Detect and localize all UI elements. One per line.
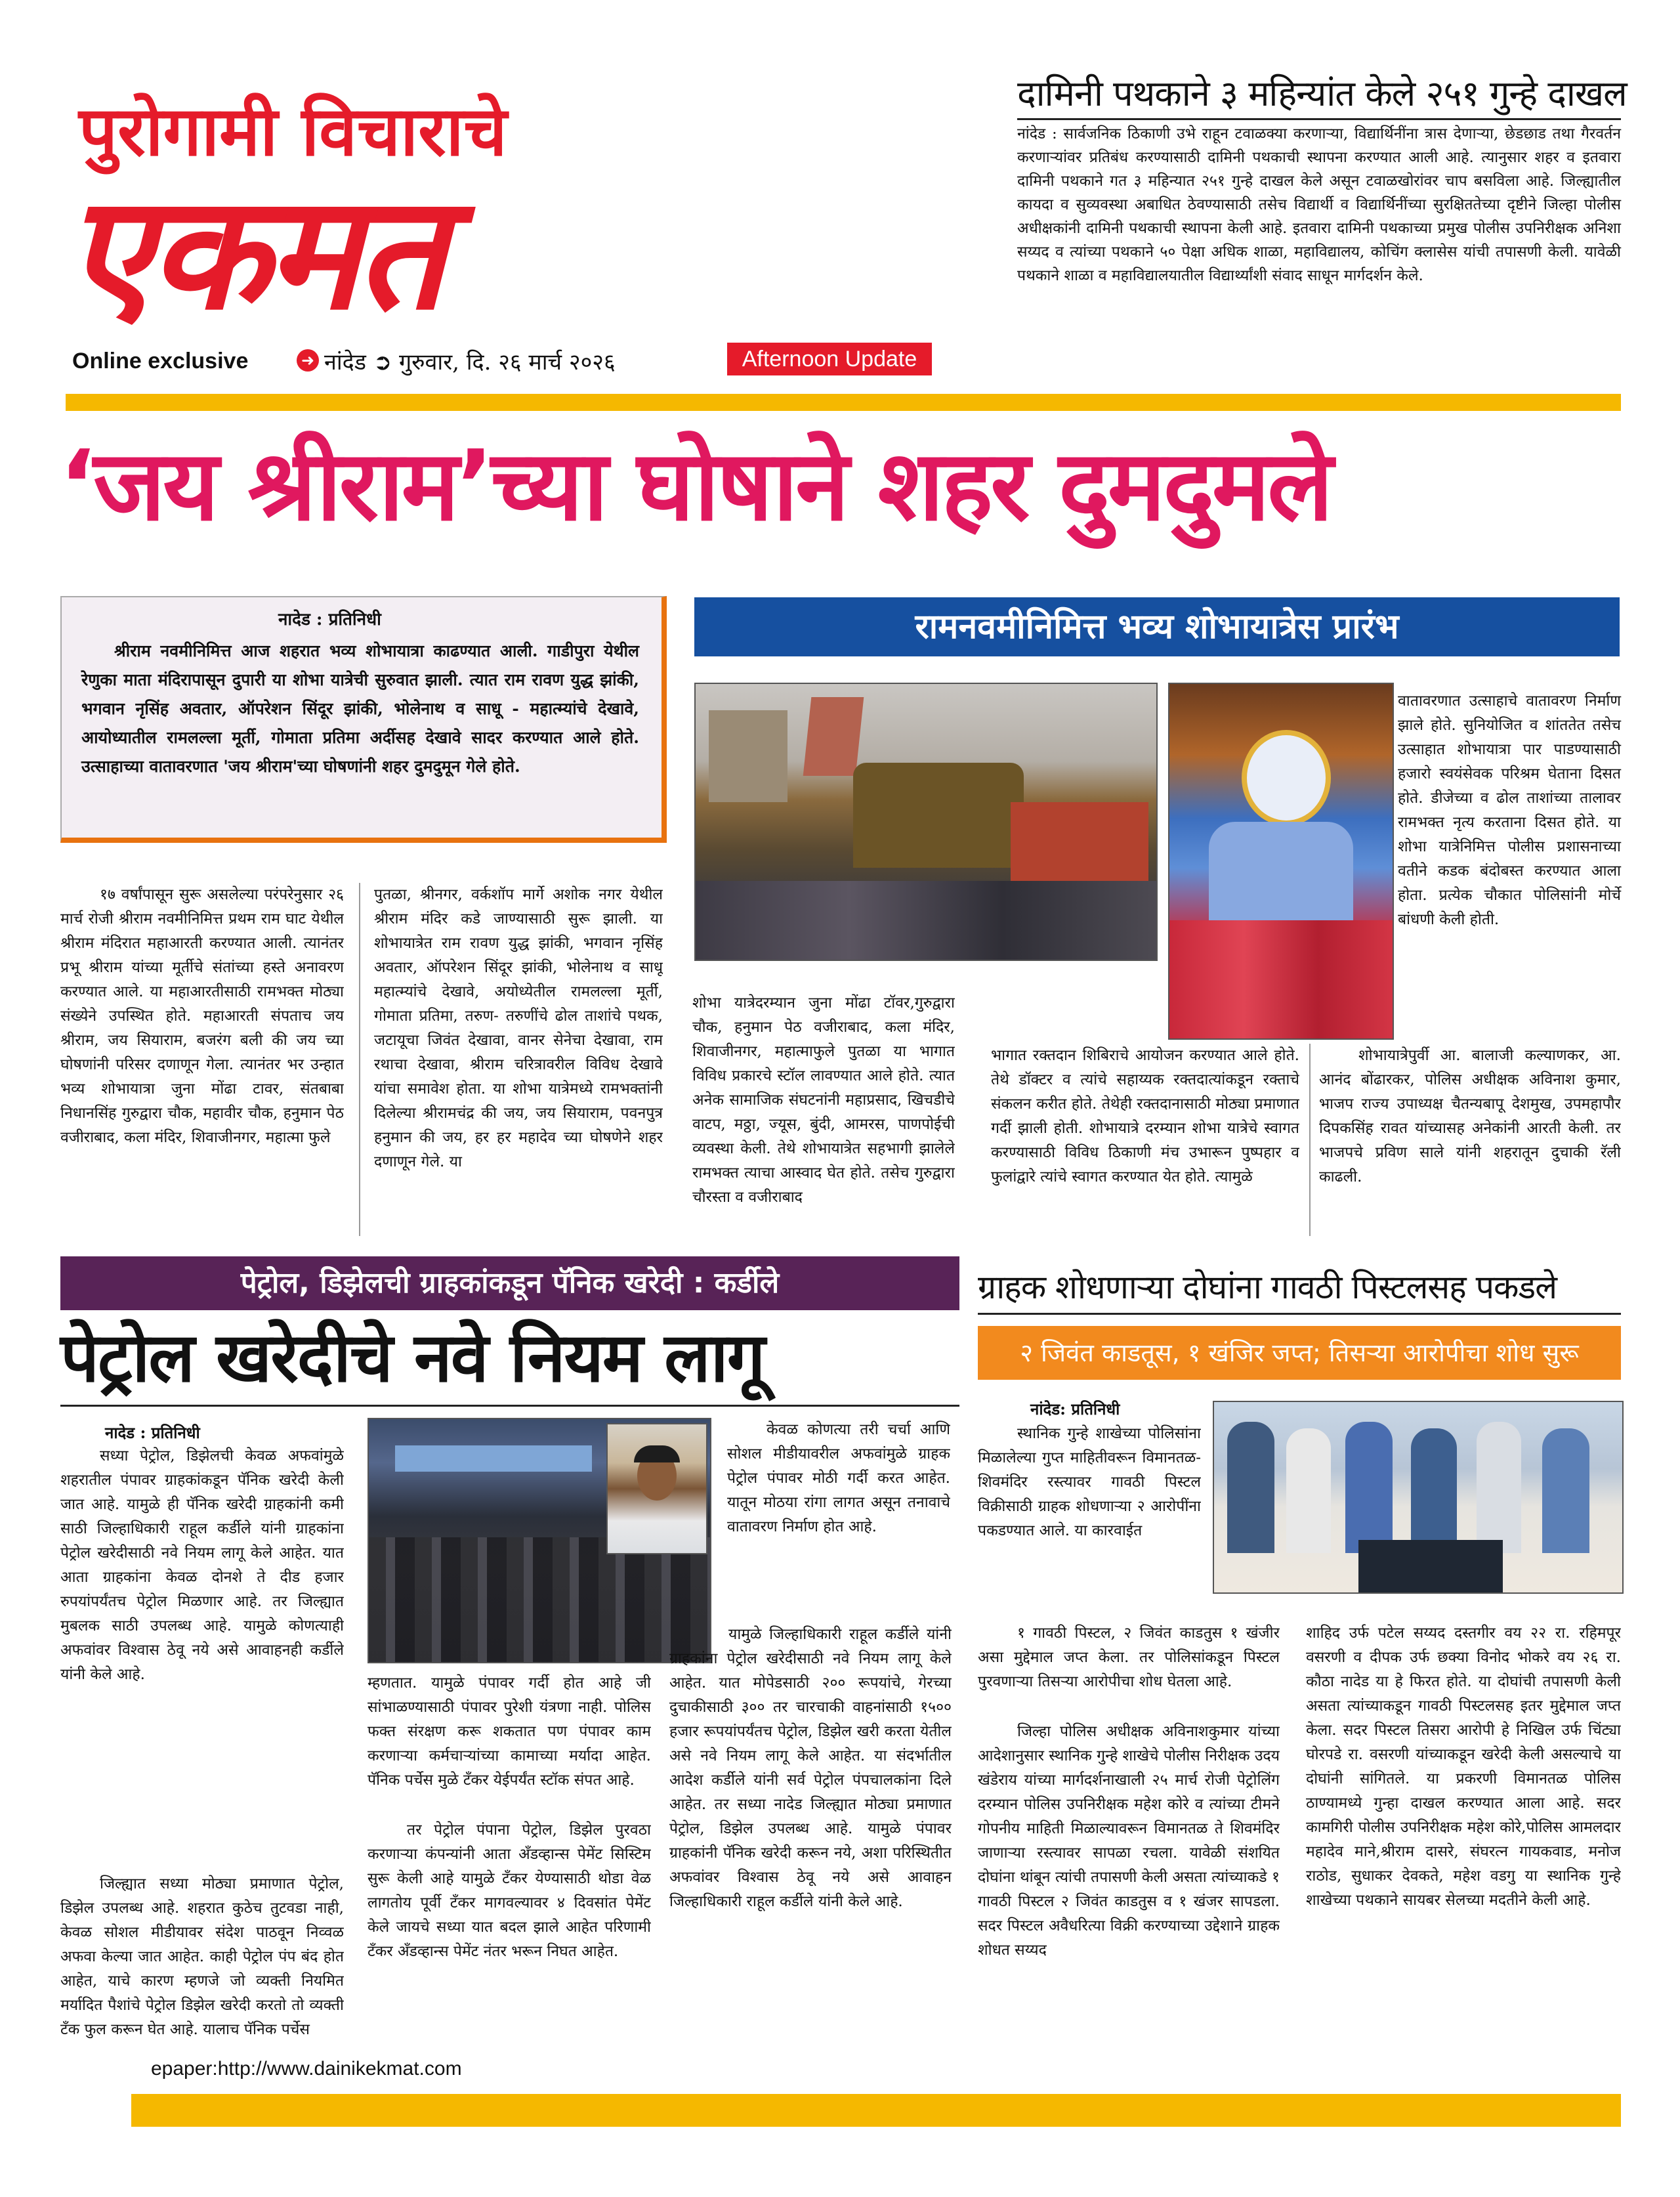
edition-badge: Afternoon Update [727,343,932,375]
lead-intro-text: श्रीराम नवमीनिमित्त आज शहरात भव्य शोभायात्रा काढण्यात आली. गाडीपुरा येथील रेणुका माता मंदिरापासून दुपारी या शोभा यात्रेची सुरुवात झाली. त्यात राम रावण युद्ध झांकी, भगवान नृसिंह अवतार, ऑपरेशन सिंदूर झांकी, भोलेनाथ व साधू - महात्म्यांचे देखावे, आयोध्यातील रामलल्ला मूर्ती, गोमाता प्रतिमा अर्दीसह देखावे सादर करण्यात आले होते. उत्साहाच्या वातावरणात 'जय श्रीराम'च्या घोषणांनी शहर दुमदुमून गेले होते. [81,641,639,776]
lead-headline: ‘जय श्रीराम’च्या घोषाने शहर दुमदुमले [59,429,1331,542]
petrol-kicker: पेट्रोल, डिझेलची ग्राहकांकडून पॅनिक खरेदी : कर्डीले [60,1256,959,1310]
ram-idol-photo [1168,683,1394,1040]
epaper-link[interactable]: epaper:http://www.dainikekmat.com [151,2058,462,2080]
pistol-headline: ग्राहक शोधणाऱ्या दोघांना गावठी पिस्टलसह पकडले [978,1268,1557,1306]
petrol-col-3b: यामुळे जिल्हाधिकारी राहूल कर्डीले यांनी ग्राहकांना पेट्रोल खरेदीसाठी नवे नियम लागू केले आहेत. यात मोपेडसाठी २०० रूपयांचे, गेरच्या दुचाकीसाठी ३०० तर चारचाकी वाहनांसाठी १५०० हजार रूपयांपर्यंतच पेट्रोल, डिझेल खरी करता येतील असे नवे नियम लागू केले आहेत. या संदर्भातील आदेश कर्डीले यांनी सर्व पेट्रोल पंपचालकांना दिले आहेत. तर सध्या नादेड जिल्ह्यात मोठ्या प्रमाणात पेट्रोल, डिझेल उपलब्ध आहे. यामुळे पंपावर ग्राहकांनी पॅनिक खरेदी करून नये, अशा परिस्थितीत अफवांवर विश्वास ठेवू नये असे आवाहन जिल्हाधिकारी राहूल कर्डीले यांनी केले आहे. [669,1626,952,1910]
lead-intro-dateline: नादेड : प्रतिनिधी [278,610,381,629]
dateline: नांदेड ➲ गुरुवार, दि. २६ मार्च २०२६ [324,349,616,375]
lead-col-4: भागात रक्तदान शिबिराचे आयोजन करण्यात आले होते. तेथे डॉक्टर व त्यांचे सहाय्यक रक्तदात्यांकडून रक्ताचे संकलन करीत होते. तेथेही रक्तदानासाठी मोठ्या प्रमाणात गर्दी झाली होती. शोभायात्रे दरम्यान शोभा यात्रेचे स्वागत करण्यासाठी विविध ठिकाणी मंच उभारून पुष्पहार व फुलांद्वारे त्यांचे स्वागत करण्यात येत होते. त्यामुळे [991,1047,1299,1185]
lead-col-2: पुतळा, श्रीनगर, वर्कशॉप मार्गे अशोक नगर येथील श्रीराम मंदिर कडे जाण्यासाठी सुरू झाली. या शोभायात्रेत राम रावण युद्ध झांकी, भगवान नृसिंह अवतार, ऑपरेशन सिंदूर झांकी, भोलेनाथ व साधू महात्म्यांचे देखावे, अयोध्येतील रामलल्ला मूर्ती, गोमाता प्रतिमा, तरुण- तरुणींचे ढोल ताशांचे पथक, जटायूचा जिवंत देखावा, वानर सेनेचा देखावा, राम रथाचा देखावा, श्रीराम चरित्रावरील विविध देखावे यांचा समावेश होता. या शोभा यात्रेमध्ये रामभक्तांनी दिलेल्या श्रीरामचंद्र की जय, जय सियाराम, पवनपुत्र हनुमान की जय, हर हर महादेव च्या घोषणेने शहर दणाणून गेले. या [374,886,663,1170]
lead-col-1: १७ वर्षांपासून सुरू असलेल्या परंपरेनुसार २६ मार्च रोजी श्रीराम नवमीनिमित्त प्रथम राम घाट येथील श्रीराम मंदिरात महाआरती करण्यात आली. त्यानंतर प्रभू श्रीराम यांच्या मूर्तीचे संतांच्या हस्ते अनावरण करण्यात आले. या महाआरतीसाठी रामभक्त मोठ्या संख्येने उपस्थित होते. महाआरती संपताच जय श्रीराम, जय सियाराम, बजरंग बली की जय च्या घोषणांनी परिसर दणाणून गेला. त्यानंतर भर उन्हात भव्य शोभायात्रा जुना मोंढा टावर, संतबाबा निधानसिंह गुरुद्वारा चौक, महावीर चौक, हनुमान पेठ वजीराबाद, कला मंदिर, शिवाजीनगर, महात्मा फुले [60,886,344,1146]
masthead [66,92,840,381]
lead-intro-box [60,596,667,843]
pistol-col-1b: जिल्हा पोलिस अधीक्षक अविनाशकुमार यांच्या आदेशानुसार स्थानिक गुन्हे शाखेचे पोलीस निरीक्षक उदय खंडेराय यांच्या मार्गदर्शनाखाली २५ मार्च रोजी पेट्रोलिंग दरम्यान पोलिस उपनिरीक्षक महेश कोरे व त्यांच्या टीमने गोपनीय माहिती मिळाल्यावरून विमानतळ ते शिवमंदिर जाणाऱ्या रस्त्यावर सापळा रचला. यावेळी संशयित दोघांना थांबून त्यांची तपासणी केली असता त्यांच्याकडे १ गावठी पिस्टल २ जिवंत काडतुस व १ खंजर सापडला. सदर पिस्टल अवैधरित्या विक्री करण्याच्या उद्देशाने ग्राहक शोधत सय्यद [978,1723,1280,1959]
pistol-col-1: १ गावठी पिस्टल, २ जिवंत काडतुस १ खंजीर असा मुद्देमाल जप्त केला. तर पोलिसांकडून पिस्टल पुरवणाऱ्या तिसऱ्या आरोपीचा शोध घेतला आहे. [978,1625,1280,1690]
pistol-col-a: स्थानिक गुन्हे शाखेच्या पोलिसांना मिळालेल्या गुप्त माहितीवरून विमानतळ- शिवमंदिर रस्त्यावर गावठी पिस्टल विक्रीसाठी ग्राहक शोधणाऱ्या २ आरोपींना पकडण्यात आले. या कारवाईत [978,1425,1201,1539]
column-divider [359,883,360,1236]
masthead-tagline: पुरोगामी विचाराचे [79,91,507,171]
petrol-headline: पेट्रोल खरेदीचे नवे नियम लागू [60,1317,765,1397]
lead-col-3: शोभा यात्रेदरम्यान जुना मोंढा टॉवर,गुरुद्वारा चौक, हनुमान पेठ वजीराबाद, कला मंदिर, शिवाजीनगर, महात्माफुले पुतळा या भागात विविध प्रकारचे स्टॉल लावण्यात आले होते. त्यात अनेक सामाजिक संघटनांनी महाप्रसाद, खिचडीचे वाटप, मठ्ठा, ज्यूस, बुंदी, आमरस, पाणपोईची व्यवस्था केली. तेथे शोभायात्रेत सहभागी झालेले रामभक्त त्याचा आस्वाद घेत होते. तसेच गुरुद्वारा चौरस्ता व वजीराबाद [692,994,955,1206]
footer-rule [131,2094,1621,2127]
pistol-headline-rule [978,1313,1621,1315]
masthead-title: एकमत [66,161,442,345]
top-story-rule [1017,118,1621,120]
arrow-circle-icon: ➜ [297,349,319,372]
petrol-col-1: सध्या पेट्रोल, डिझेलची केवळ अफवांमुळे शहरातील पंपावर ग्राहकांकडून पॅनिक खरेदी केली जात आहे. यामुळे ही पॅनिक खरेदी ग्राहकांनी कमी साठी जिल्हाधिकारी राहूल कर्डीले यांनी ग्राहकांना पेट्रोल खरेदीसाठी नवे नियम लागू केले आहेत. यात आता ग्राहकांना केवळ दोनशे ते दीड हजार रुपयांपर्यंतच पेट्रोल मिळणार आहे. तर जिल्ह्यात मुबलक साठी उपलब्ध आहे. यामुळे कोणत्याही अफवांवर विश्वास ठेवू नये असे आवाहनही कर्डीले यांनी केले आहे. [60,1447,344,1683]
collector-portrait-photo [606,1423,707,1554]
top-story-title: दामिनी पथकाने ३ महिन्यांत केले २५१ गुन्हे दाखल [1017,73,1627,114]
lead-subheadline: रामनवमीनिमित्त भव्य शोभायात्रेस प्रारंभ [694,597,1620,656]
police-team-photo [1213,1401,1624,1594]
petrol-col-2b: तर पेट्रोल पंपाना पेट्रोल, डिझेल पुरवठा करणाऱ्या कंपन्यांनी आता अँडव्हान्स पेमेंट सिस्टिम सुरू केली आहे यामुळे टँकर येण्यासाठी थोडा वेळ लागतोय पूर्वी टँकर मागवल्यावर ४ दिवसांत पेमेंट केले जायचे सध्या यात बदल झाले आहेत परिणामी टँकर अँडव्हान्स पेमेंट नंतर भरून निघत आहेत. [368,1822,651,1960]
pistol-col-2: शाहिद उर्फ पटेल सय्यद दस्तगीर वय २२ रा. रहिमपूर वसरणी व दीपक उर्फ छक्या विनोद भोकरे वय २६ रा. कौठा नादेड या हे फिरत होते. या दोघांची तपासणी केली असता त्यांच्याकडून गावठी पिस्टलसह इतर मुद्देमाल जप्त केला. सदर पिस्टल तिसरा आरोपी हे निखिल उर्फ चिंट्या घोरपडे रा. वसरणी यांच्याकडून खरेदी केली असल्याचे या दोघांनी सांगितले. या प्रकरणी विमानतळ पोलिस ठाण्यामध्ये गुन्हा दाखल करण्यात आला आहे. सदर कामगिरी पोलीस उपनिरीक्षक महेश कोरे,पोलिस आमलदार महादेव माने,श्रीराम दासरे, संघरत्न गायकवाड, मनोज राठोड, सुधाकर देवकते, महेश वडगु या स्थानिक गुन्हे शाखेच्या पथकाने सायबर सेलच्या मदतीने केली आहे. [1306,1625,1621,1909]
petrol-headline-rule [60,1405,959,1407]
masthead-rule [66,394,1621,411]
lead-side-text: वातावरणात उत्साहाचे वातावरण निर्माण झाले होते. सुनियोजित व शांततेत तसेच उत्साहात शोभायात्रा पार पाडण्यासाठी हजारो स्वयंसेवक परिश्रम घेताना दिसत होते. डीजेच्या व ढोल ताशांच्या तालावर रामभक्त नृत्य करताना दिसत होते. या शोभा यात्रेनिमित्त पोलीस प्रशासनाच्या वतीने कडक बंदोबस्त करण्यात आला होता. प्रत्येक चौकात पोलिसांनी मोर्चे बांधणी केली होती. [1398,693,1621,928]
pistol-dateline: नांदेड: प्रतिनिधी [1030,1399,1120,1418]
procession-photo [694,683,1158,961]
petrol-col-3a: केवळ कोणत्या तरी चर्चा आणि सोशल मीडीयावरील अफवांमुळे ग्राहक पेट्रोल पंपावर मोठी गर्दी करत आहेत. यातून मोठया रांगा लागत असून तनावाचे वातावरण निर्माण होत आहे. [727,1421,950,1535]
top-story-body: नांदेड : सार्वजनिक ठिकाणी उभे राहून टवाळक्या करणाऱ्या, विद्यार्थिनींना त्रास देणाऱ्या, छेडछाड तथा गैरवर्तन करणाऱ्यांवर प्रतिबंध करण्यासाठी दामिनी पथकाची स्थापना करण्यात आली आहे. त्यानुसार शहर व इतवारा दामिनी पथकाने गत ३ महिन्यात २५१ गुन्हे दाखल केले असून टवाळखोरांवर चाप बसविला आहे. जिल्ह्यातील कायदा व सुव्यवस्था अबाधित ठेवण्यासाठी तसेच विद्यार्थी व विद्यार्थिनींच्या सुरक्षिततेच्या दृष्टीने जिल्हा पोलीस अधीक्षकांनी दामिनी पथकाची स्थापना केली आहे. इतवारा दामिनी पथकाच्या प्रमुख पोलीस उपनिरीक्षक अनिशा सय्यद व त्यांच्या पथकाने ५० पेक्षा अधिक शाळा, महाविद्यालय, कोचिंग क्लासेस यांची तपासणी केली. यावेळी पथकाने शाळा व महाविद्यालयातील विद्यार्थ्यांशी संवाद साधून मार्गदर्शन केले. [1017,125,1621,284]
column-divider [1309,1044,1311,1236]
petrol-col-1b: जिल्ह्यात सध्या मोठ्या प्रमाणात पेट्रोल, डिझेल उपलब्ध आहे. शहरात कुठेच तुटवडा नाही, केवळ सोशल मीडीयावर संदेश पाठवून निव्वळ अफवा केल्या जात आहेत. काही पेट्रोल पंप बंद होत आहेत, याचे कारण म्हणजे जो व्यक्ती नियमित मर्यादित पैशांचे पेट्रोल डिझेल खरेदी करतो तो व्यक्ती टँक फुल करून घेत आहे. यालाच पॅनिक पर्चेस [60,1875,344,2038]
pistol-subheadline: २ जिवंत काडतूस, १ खंजिर जप्त; तिसऱ्या आरोपीचा शोध सुरू [978,1326,1621,1380]
lead-col-5: शोभायात्रेपुर्वी आ. बालाजी कल्याणकर, आ. आनंद बोंढारकर, पोलिस अधीक्षक अविनाश कुमार, भाजप राज्य उपाध्यक्ष चैतन्यबापू देशमुख, उपमहापौर दिपकसिंह रावत यांच्यासह अनेकांनी आरती केली. तर भाजपचे प्रविण साले यांनी शहरातून दुचाकी रॅली काढली. [1319,1047,1621,1185]
online-exclusive-label: Online exclusive [72,349,249,373]
petrol-col-2: म्हणतात. यामुळे पंपावर गर्दी होत आहे जी सांभाळण्यासाठी पंपावर पुरेशी यंत्रणा नाही. पोलिस फक्त संरक्षण करू शकतात पण पंपावर काम करणाऱ्या कर्मचाऱ्यांच्या कामाच्या मर्यादा आहेत. पॅनिक पर्चेस मुळे टँकर येईपर्यंत स्टॉक संपत आहे. [368,1674,651,1789]
petrol-dateline: नादेड : प्रतिनिधी [105,1423,200,1442]
